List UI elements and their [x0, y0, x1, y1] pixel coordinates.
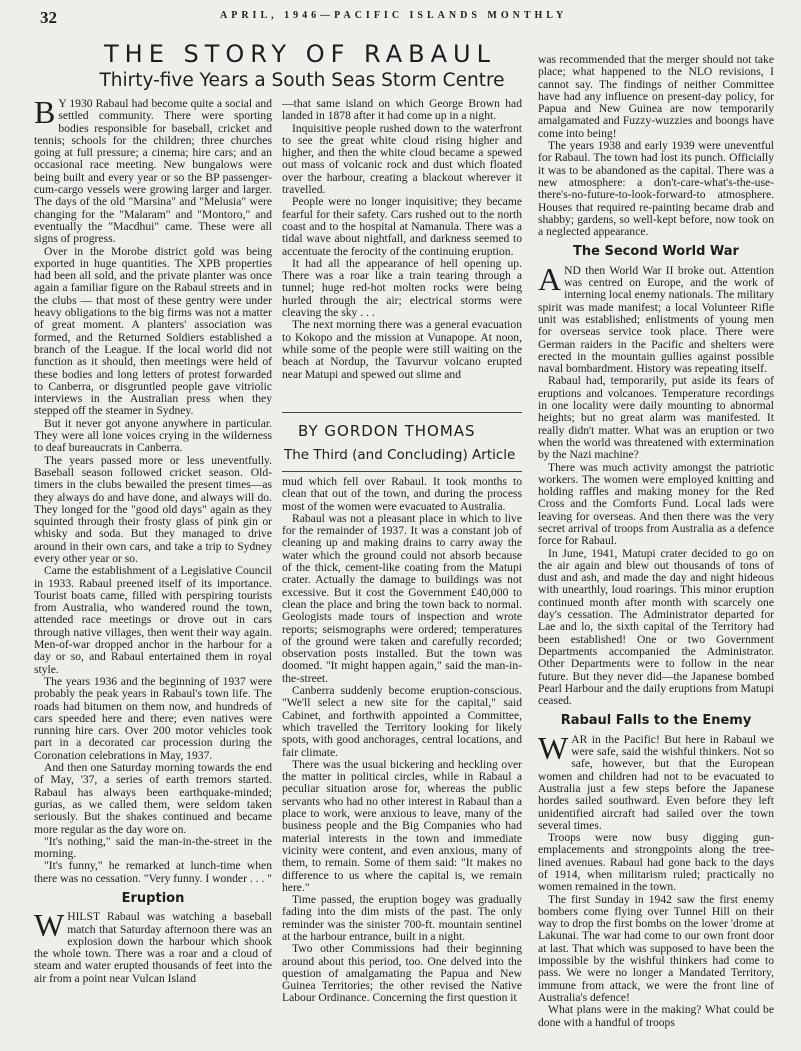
drop-cap: A	[538, 260, 562, 297]
paragraph: B Y 1930 Rabaul had become quite a social and settled community. There were sporting bodies responsible for baseball, cricket and tennis; schools for the children; three churches going at full pressure; a cinema; hire cars; and an occasional race meeting. New bungalows were being built and every year or so the BP passenger-cum-cargo vessels were growing larger and larger. The days of the old "Marsina" and "Melusia" were changing for the "Malaram" and "Montoro," and eventually the "Macdhui" came. These were all signs of progress.	[34, 94, 272, 246]
paragraph: "It's nothing," said the man-in-the-street in the morning.	[34, 834, 272, 861]
drop-cap: W	[538, 729, 569, 766]
paragraph: The years passed more or less uneventfully. Baseball season followed cricket season. Old-timers in the clubs bewailed the present times—as they always do and have done, and always will do. They longed for the "good old days" again as they squinted through their frosty glass of pink gin or whisky and soda. But they managed to drive around in their own cars, and take a trip to Sydney every other year or so.	[34, 453, 272, 565]
paragraph: There was the usual bickering and heckling over the matter in political circles, while in Rabaul a peculiar situation arose for, whereas the public servants who had no other interest in Rabaul than a place to work, were anxious to leave, many of the business people and the Big Companies who had material interests in the town and immediate vicinity were content, and even anxious, many of them, to remain. Some of them said: "It makes no difference to us where the capital is, we remain here."	[282, 757, 522, 894]
paragraph: Inquisitive people rushed down to the waterfront to see the great white cloud rising higher and higher, and then the white cloud became a spewed out mass of volcanic rock and dust which floated over the harbour, creating a blackout wherever it travelled.	[282, 121, 522, 197]
paragraph: Rabaul had, temporarily, put aside its fears of eruptions and volcanoes. Temperature recordings in one locality were daily mounting to abnormal heights; but no great alarm was manifested. It really didn't matter. What was an eruption or two when the world was threatened with extermination by the Nazi machine?	[538, 374, 774, 462]
paragraph: WAR in the Pacific! But here in Rabaul we were safe, said the wishful thinkers. Not so safe, however, but that the European women and children had not to be evacuated to Australia just a few steps before the Japanese hordes sailed southward. Even before they left unidentified aircraft had sailed over the town several times.	[538, 729, 774, 832]
column-2-upper	[282, 98, 522, 381]
paragraph: What plans were in the making? What could be done with a handful of troops	[538, 1003, 774, 1029]
paragraph: mud which fell over Rabaul. It took months to clean that out of the town, and during the process most of the women were evacuated to Australia.	[282, 475, 522, 513]
running-header: APRIL, 1946—PACIFIC ISLANDS MONTHLY	[220, 10, 568, 21]
byline-box	[282, 412, 522, 472]
paragraph: was recommended that the merger should not take place; what happened to the NLO revisions, I cannot say. The findings of neither Committee have had any influence on present-day policy, for Papua and New Guinea are now temporarily amalgamated and Fuzzy-wuzzies and boongs have come into being!	[538, 53, 774, 140]
paragraph: Came the establishment of a Legislative Council in 1933. Rabaul preened itself of its importance. Tourist boats came, filled with perspiring tourists from Australia, who wandered round the town, attended race meetings or drove out in cars through native villages, then went their way again. Men-of-war dropped anchor in the harbour for a day or so, and Rabaul entertained them in royal style.	[34, 564, 272, 676]
paragraph: Rabaul was not a pleasant place in which to live for the remainder of 1937. It was a constant job of cleaning up and making drains to carry away the water which the ground could not absorb because of the thick, cement-like coating from the Matupi crater. Actually the damage to buildings was not excessive. But it cost the Government £40,000 to clean the place and bring the town back to normal. Geologists made tours of inspection and wrote reports; seismographs were ordered; temperatures of the ground were taken and carefully recorded; observation posts installed. But the town was doomed. "It might happen again," said the man-in-the-street.	[282, 511, 522, 685]
column-3	[538, 54, 774, 1029]
paragraph: It had all the appearance of hell opening up. There was a roar like a train tearing through a tunnel; huge red-hot molten rocks were being hurled through the air; electrical storms were cleaving the sky . . .	[282, 256, 522, 320]
paragraph: The first Sunday in 1942 saw the first enemy bombers come flying over Tunnel Hill on their way to drop the first bombs on the lower 'drome at Lakunai. The war had come to our own front door at last. That which was supposed to have been the impossible by the wishful thinkers had come to pass. We were no longer a Mandated Territory, immune from attack, we were the front line of Australia's defence!	[538, 892, 774, 1004]
author-byline: BY GORDON THOMAS	[298, 422, 476, 440]
drop-cap: W	[34, 907, 65, 944]
paragraph: Troops were now busy digging gun-emplacements and strongpoints along the tree-lined avenues. Rabaul had gone back to the days of 1914, when militarism ruled; practically no women remained in the town.	[538, 831, 774, 894]
paragraph: "It's funny," he remarked at lunch-time when there was no cessation. "Very funny. I wonder . . . "	[34, 859, 272, 885]
paragraph: But it never got anyone anywhere in particular. They were all lone voices crying in the wilderness to deaf bureaucrats in Canberra.	[34, 416, 272, 455]
paragraph: Time passed, the eruption bogey was gradually fading into the dim mists of the past. The only reminder was the sinister 700-ft. mountain sentinel at the harbour entrance, built in a night.	[282, 893, 522, 943]
paragraph: AND then World War II broke out. Attention was centred on Europe, and the work of interning local enemy nationals. The military spirit was made manifest; a local Volunteer Rifle unit was established; enlistments of young men for overseas service took place. There were German raiders in the Pacific and shelters were erected in the mountain gullies against possible naval bombardment. History was repeating itself.	[538, 260, 774, 376]
paragraph: WHILST Rabaul was watching a baseball match that Saturday afternoon there was an explosion down the harbour which shook the whole town. There was a roar and a cloud of steam and water erupted thousands of feet into the air from a point near Vulcan Island	[34, 907, 272, 985]
section-heading: Rabaul Falls to the Enemy	[560, 713, 752, 729]
paragraph: People were no longer inquisitive; they became fearful for their safety. Cars rushed out to the north coast and to the hospital at Namanula. There was a tidal wave about nightfall, and darkness seemed to accentuate the ferocity of the continuing eruption.	[282, 195, 522, 258]
paragraph: And then one Saturday morning towards the end of May, '37, a series of earth tremors started. Rabaul has always been earthquake-minded; gurias, as we called them, were seldom taken seriously. But the shakes continued and became more regular as the day wore on.	[34, 761, 272, 836]
paragraph: In June, 1941, Matupi crater decided to go on the air again and blew out thousands of tons of dust and ash, and made the day and night hideous with unearthly, loud roarings. This minor eruption continued month after month with scarcely one day's cessation. The Administrator departed for Lae and lo, the sixth capital of the Territory had been established! One or two Government Departments accompanied the Administrator. Other Departments were to follow in the near future. But they never did—the Japanese bombed Pearl Harbour and the daily eruptions from Matupi ceased.	[538, 546, 775, 708]
article-title: THE STORY OF RABAUL	[104, 40, 496, 68]
column-2-lower	[282, 476, 522, 1005]
paragraph: —that same island on which George Brown had landed in 1878 after it had come up in a night.	[282, 97, 522, 123]
article-subtitle: Thirty-five Years a South Seas Storm Centre	[99, 70, 505, 91]
section-heading: Eruption	[121, 891, 185, 906]
paragraph: The years 1938 and early 1939 were uneventful for Rabaul. The town had lost its punch. Officially it was to be abandoned as the capital. There was a new atmosphere: a don't-care-what's-the-use-there's-no-future-to-look-forward-to atmosphere. Houses that required re-painting became drab and shabby; gardens, so well-kept before, now took on a neglected appearance.	[538, 139, 774, 239]
drop-cap: B	[34, 94, 56, 130]
paragraph: Canberra suddenly become eruption-conscious. "We'll select a new site for the capital," said Cabinet, and forthwith appointed a Committee, which travelled the Territory looking for likely spots, with good anchorages, central locations, and fair climate.	[282, 684, 522, 759]
paragraph: Over in the Morobe district gold was being exported in huge quantities. The XPB properties had been all sold, and the private planter was once again a familiar figure on the Rabaul streets and in the clubs — that most of these gentry were under heavy obligations to the big firms was not a matter of great moment. A planters' association was formed, and the Returned Soldiers established a branch of the League. If the local world did not function as it should, then meetings were held of these bodies and long letters of protest forwarded to Canberra, or disgruntled people gave vitriolic interviews in the Australian press when they stepped off the steamer in Sydney.	[34, 244, 272, 418]
section-heading: The Second World War	[573, 244, 739, 260]
paragraph: Two other Commissions had their beginning around about this period, too. One delved into the question of amalgamating the Papua and New Guinea Territories; the other revised the Native Labour Ordinance. Concerning the first question it	[282, 942, 522, 1005]
article-part-label: The Third (and Concluding) Article	[284, 447, 516, 463]
paragraph: There was much activity amongst the patriotic workers. The women were employed knitting and holding raffles and making money for the Red Cross and the Comforts Fund. Local lads were leaving for overseas. And then there was the very secret arrival of troops from Australia as a defence force for Rabaul.	[538, 460, 774, 548]
paragraph: The years 1936 and the beginning of 1937 were probably the peak years in Rabaul's town life. The roads had bitumen on them now, and hundreds of cars speeded here and there; even natives were running hire cars. Over 200 motor vehicles took part in a decorated car procession during the Coronation celebrations in May, 1937.	[34, 674, 272, 762]
paragraph: The next morning there was a general evacuation to Kokopo and the mission at Vunapope. At noon, while some of the people were still waiting on the beach at Nordup, the Tavurvur volcano erupted near Matupi and spewed out slime and	[282, 318, 522, 381]
column-1	[34, 94, 272, 985]
page-number: 32	[40, 8, 57, 27]
